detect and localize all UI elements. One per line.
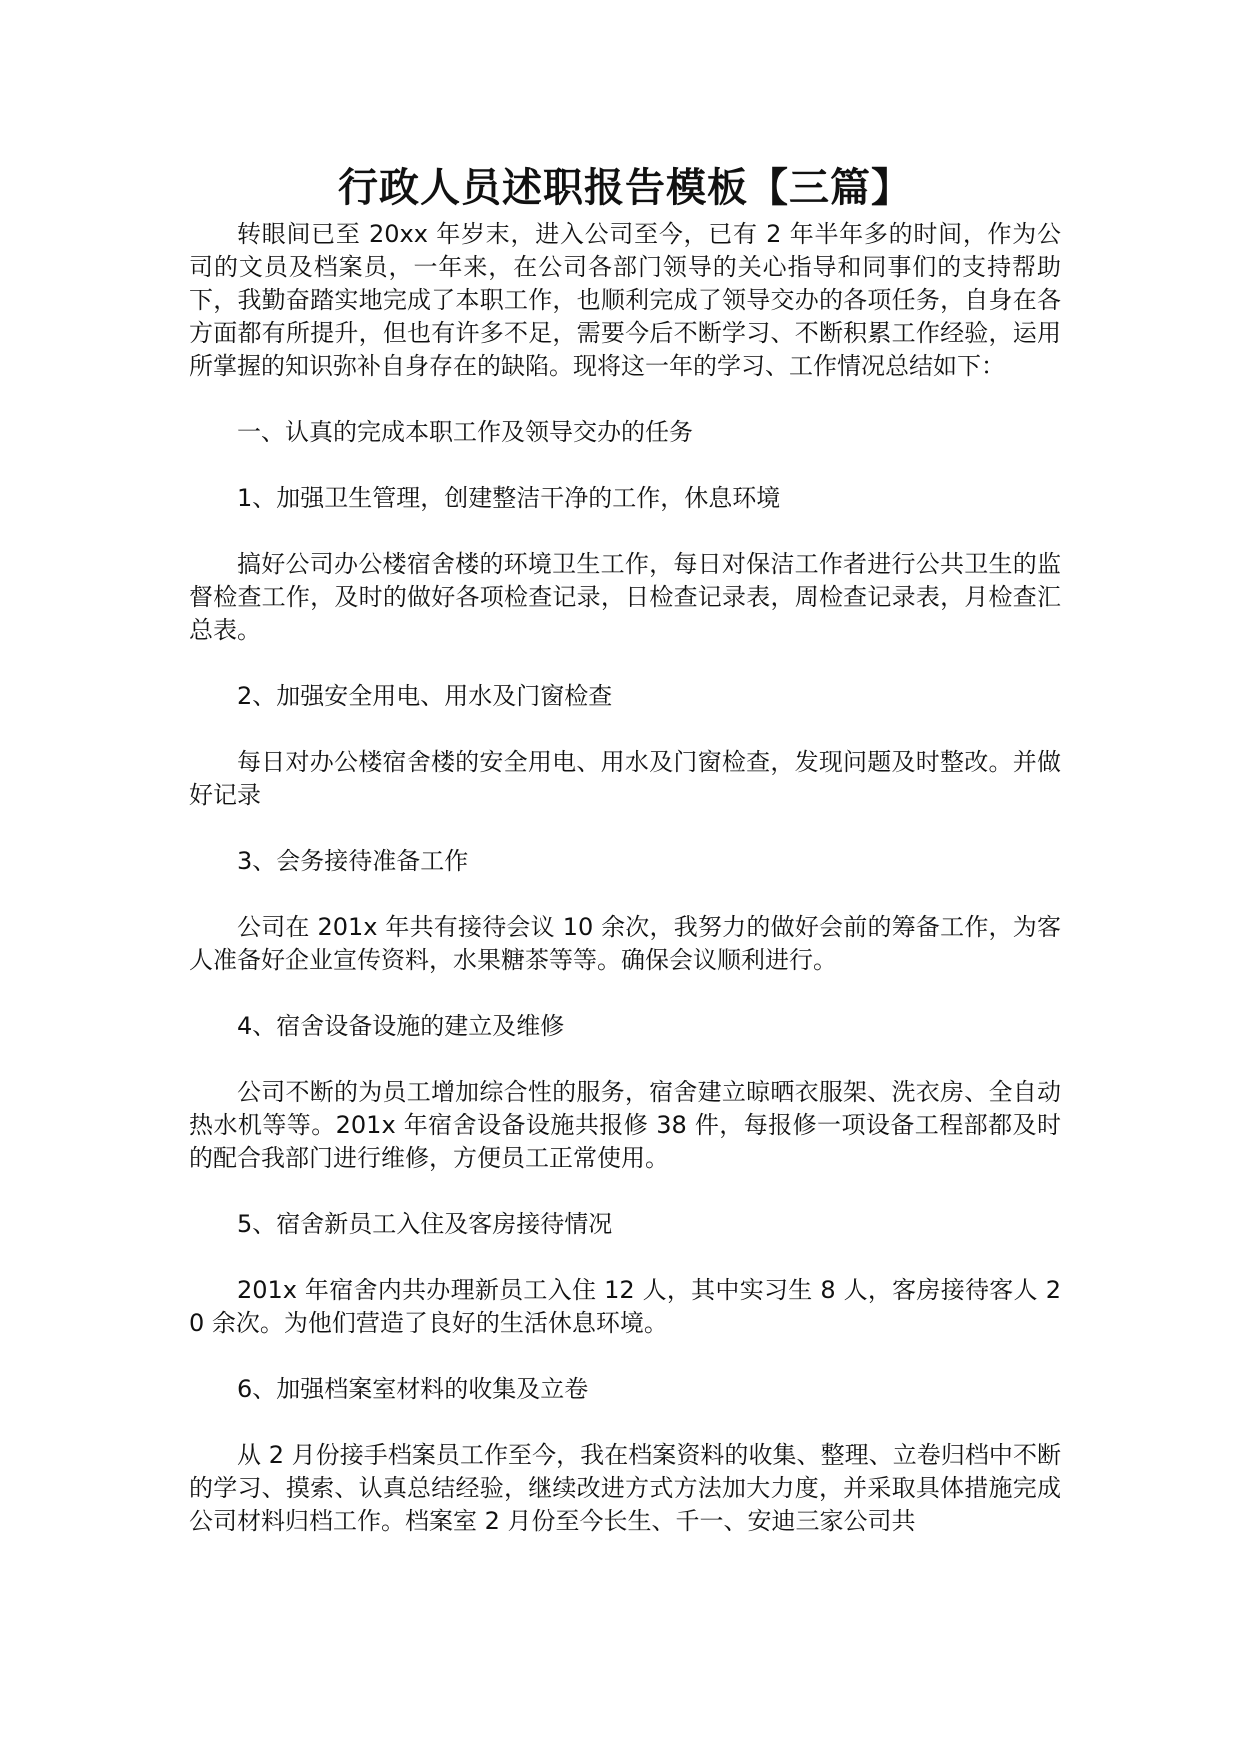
subheading-4: 4、宿舍设备设施的建立及维修 xyxy=(237,1012,565,1040)
subheading-1: 1、加强卫生管理，创建整洁干净的工作，休息环境 xyxy=(237,484,781,512)
intro-paragraph: 转眼间已至 20xx 年岁末，进入公司至今，已有 2 年半年多的时间，作为公司的文员及档案员，一年来，在公司各部门领导的关心指导和同事们的支持帮助下，我勤奋踏实地完成了本职工作，也顺利完成了领导交办的各项任务，自身在各方面都有所提升，但也有许多不足，需要今后不断学习、不断积累工作经验，运用所掌握的知识弥补自身存在的缺陷。现将这一年的学习、工作情况总结如下： xyxy=(189,220,1061,380)
subheading-3: 3、会务接待准备工作 xyxy=(237,847,469,875)
document-title: 行政人员述职报告模板【三篇】 xyxy=(338,165,912,211)
body-paragraph-5: 201x 年宿舍内共办理新员工入住 12 人，其中实习生 8 人，客房接待客人 20 余次。为他们营造了良好的生活休息环境。 xyxy=(189,1276,1061,1337)
body-paragraph-1: 搞好公司办公楼宿舍楼的环境卫生工作，每日对保洁工作者进行公共卫生的监督检查工作，及时的做好各项检查记录，日检查记录表，周检查记录表，月检查汇总表。 xyxy=(189,550,1061,644)
section-heading-1: 一、认真的完成本职工作及领导交办的任务 xyxy=(237,418,693,446)
subheading-5: 5、宿舍新员工入住及客房接待情况 xyxy=(237,1210,613,1238)
subheading-2: 2、加强安全用电、用水及门窗检查 xyxy=(237,682,613,710)
body-paragraph-6: 从 2 月份接手档案员工作至今，我在档案资料的收集、整理、立卷归档中不断的学习、摸索、认真总结经验，继续改进方式方法加大力度，并采取具体措施完成公司材料归档工作。档案室 2 月份至今长生、千一、安迪三家公司共 xyxy=(189,1441,1061,1535)
subheading-6: 6、加强档案室材料的收集及立卷 xyxy=(237,1375,589,1403)
body-paragraph-4: 公司不断的为员工增加综合性的服务，宿舍建立晾晒衣服架、洗衣房、全自动热水机等等。201x 年宿舍设备设施共报修 38 件，每报修一项设备工程部都及时的配合我部门进行维修，方便员工正常使用。 xyxy=(189,1078,1061,1172)
body-paragraph-2: 每日对办公楼宿舍楼的安全用电、用水及门窗检查，发现问题及时整改。并做好记录 xyxy=(189,748,1061,809)
document-page xyxy=(189,160,1061,1571)
body-paragraph-3: 公司在 201x 年共有接待会议 10 余次，我努力的做好会前的筹备工作，为客人准备好企业宣传资料，水果糖茶等等。确保会议顺利进行。 xyxy=(189,913,1061,974)
